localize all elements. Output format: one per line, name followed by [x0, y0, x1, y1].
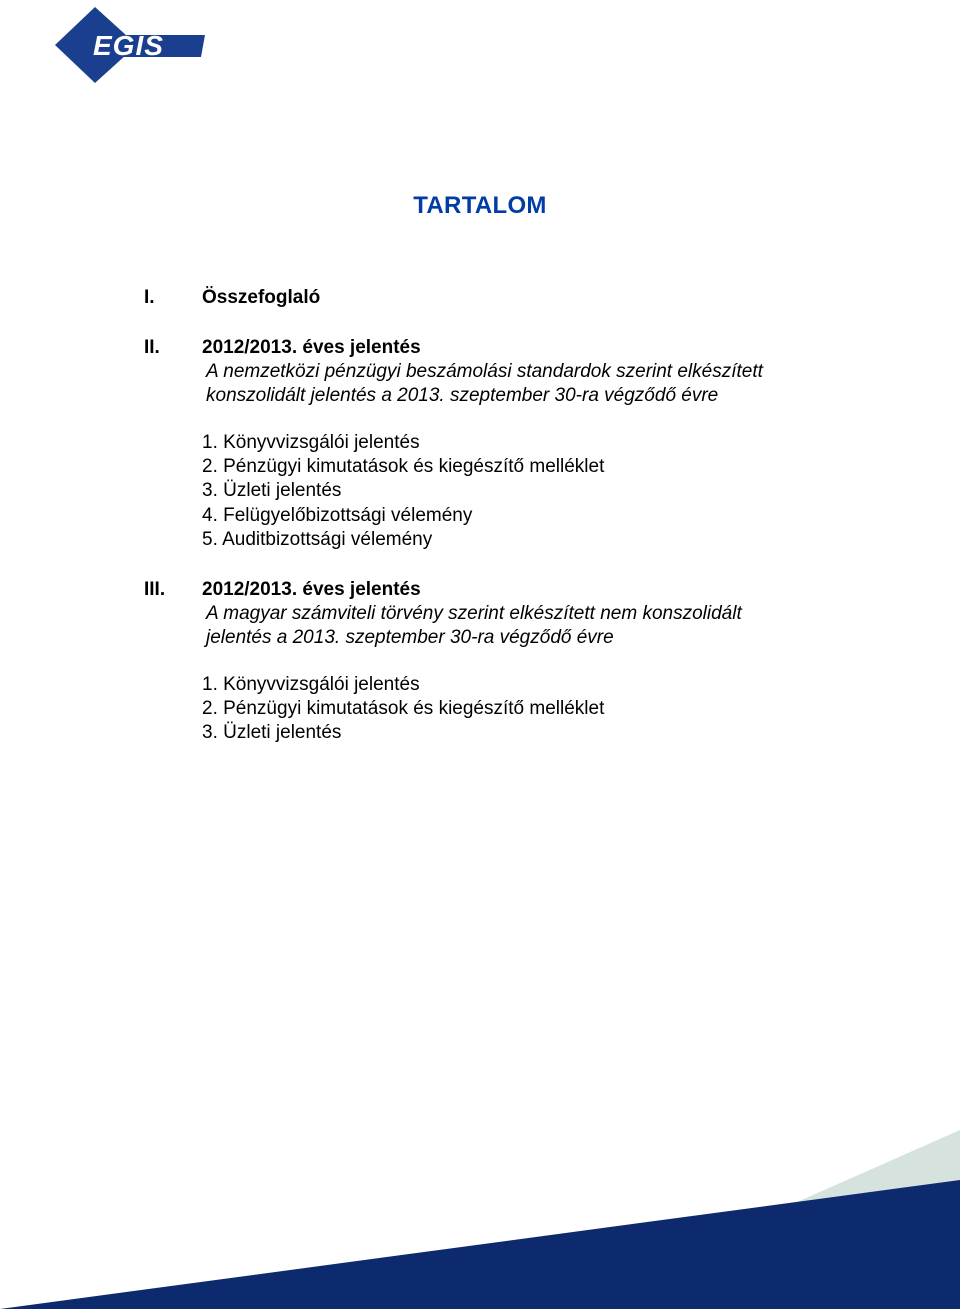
section-heading: 2012/2013. éves jelentés — [202, 337, 421, 358]
list-item: 4. Felügyelőbizottsági vélemény — [202, 504, 473, 526]
egis-logo — [55, 5, 210, 85]
dark-band — [0, 1180, 960, 1309]
section-description-line-2: jelentés a 2013. szeptember 30-ra végződő évre — [206, 627, 614, 648]
section-number: III. — [144, 579, 166, 600]
light-band — [555, 1130, 960, 1309]
section-heading: 2012/2013. éves jelentés — [202, 579, 421, 600]
list-item: 1. Könyvvizsgálói jelentés — [202, 432, 420, 453]
list-item: 2. Pénzügyi kimutatások és kiegészítő melléklet — [202, 698, 605, 720]
section-number: I. — [144, 287, 155, 308]
section-description-line-1: A magyar számviteli törvény szerint elkészített nem konszolidált — [206, 603, 742, 624]
page-title: TARTALOM — [413, 192, 547, 219]
list-item: 3. Üzleti jelentés — [202, 722, 342, 744]
logo-text: EGIS — [93, 30, 164, 61]
list-item: 2. Pénzügyi kimutatások és kiegészítő melléklet — [202, 456, 605, 478]
egis-logo-mark — [55, 5, 210, 85]
section-item-list — [202, 431, 604, 552]
section-heading: Összefoglaló — [202, 287, 321, 308]
section-number: II. — [144, 337, 160, 358]
list-item: 1. Könyvvizsgálói jelentés — [202, 674, 420, 695]
list-item: 3. Üzleti jelentés — [202, 480, 342, 502]
section-description-line-2: konszolidált jelentés a 2013. szeptember 30-ra végződő évre — [206, 385, 719, 406]
list-item: 5. Auditbizottsági vélemény — [202, 528, 433, 550]
section-item-list — [202, 673, 604, 746]
section-description-line-1: A nemzetközi pénzügyi beszámolási standardok szerint elkészített — [206, 361, 763, 382]
